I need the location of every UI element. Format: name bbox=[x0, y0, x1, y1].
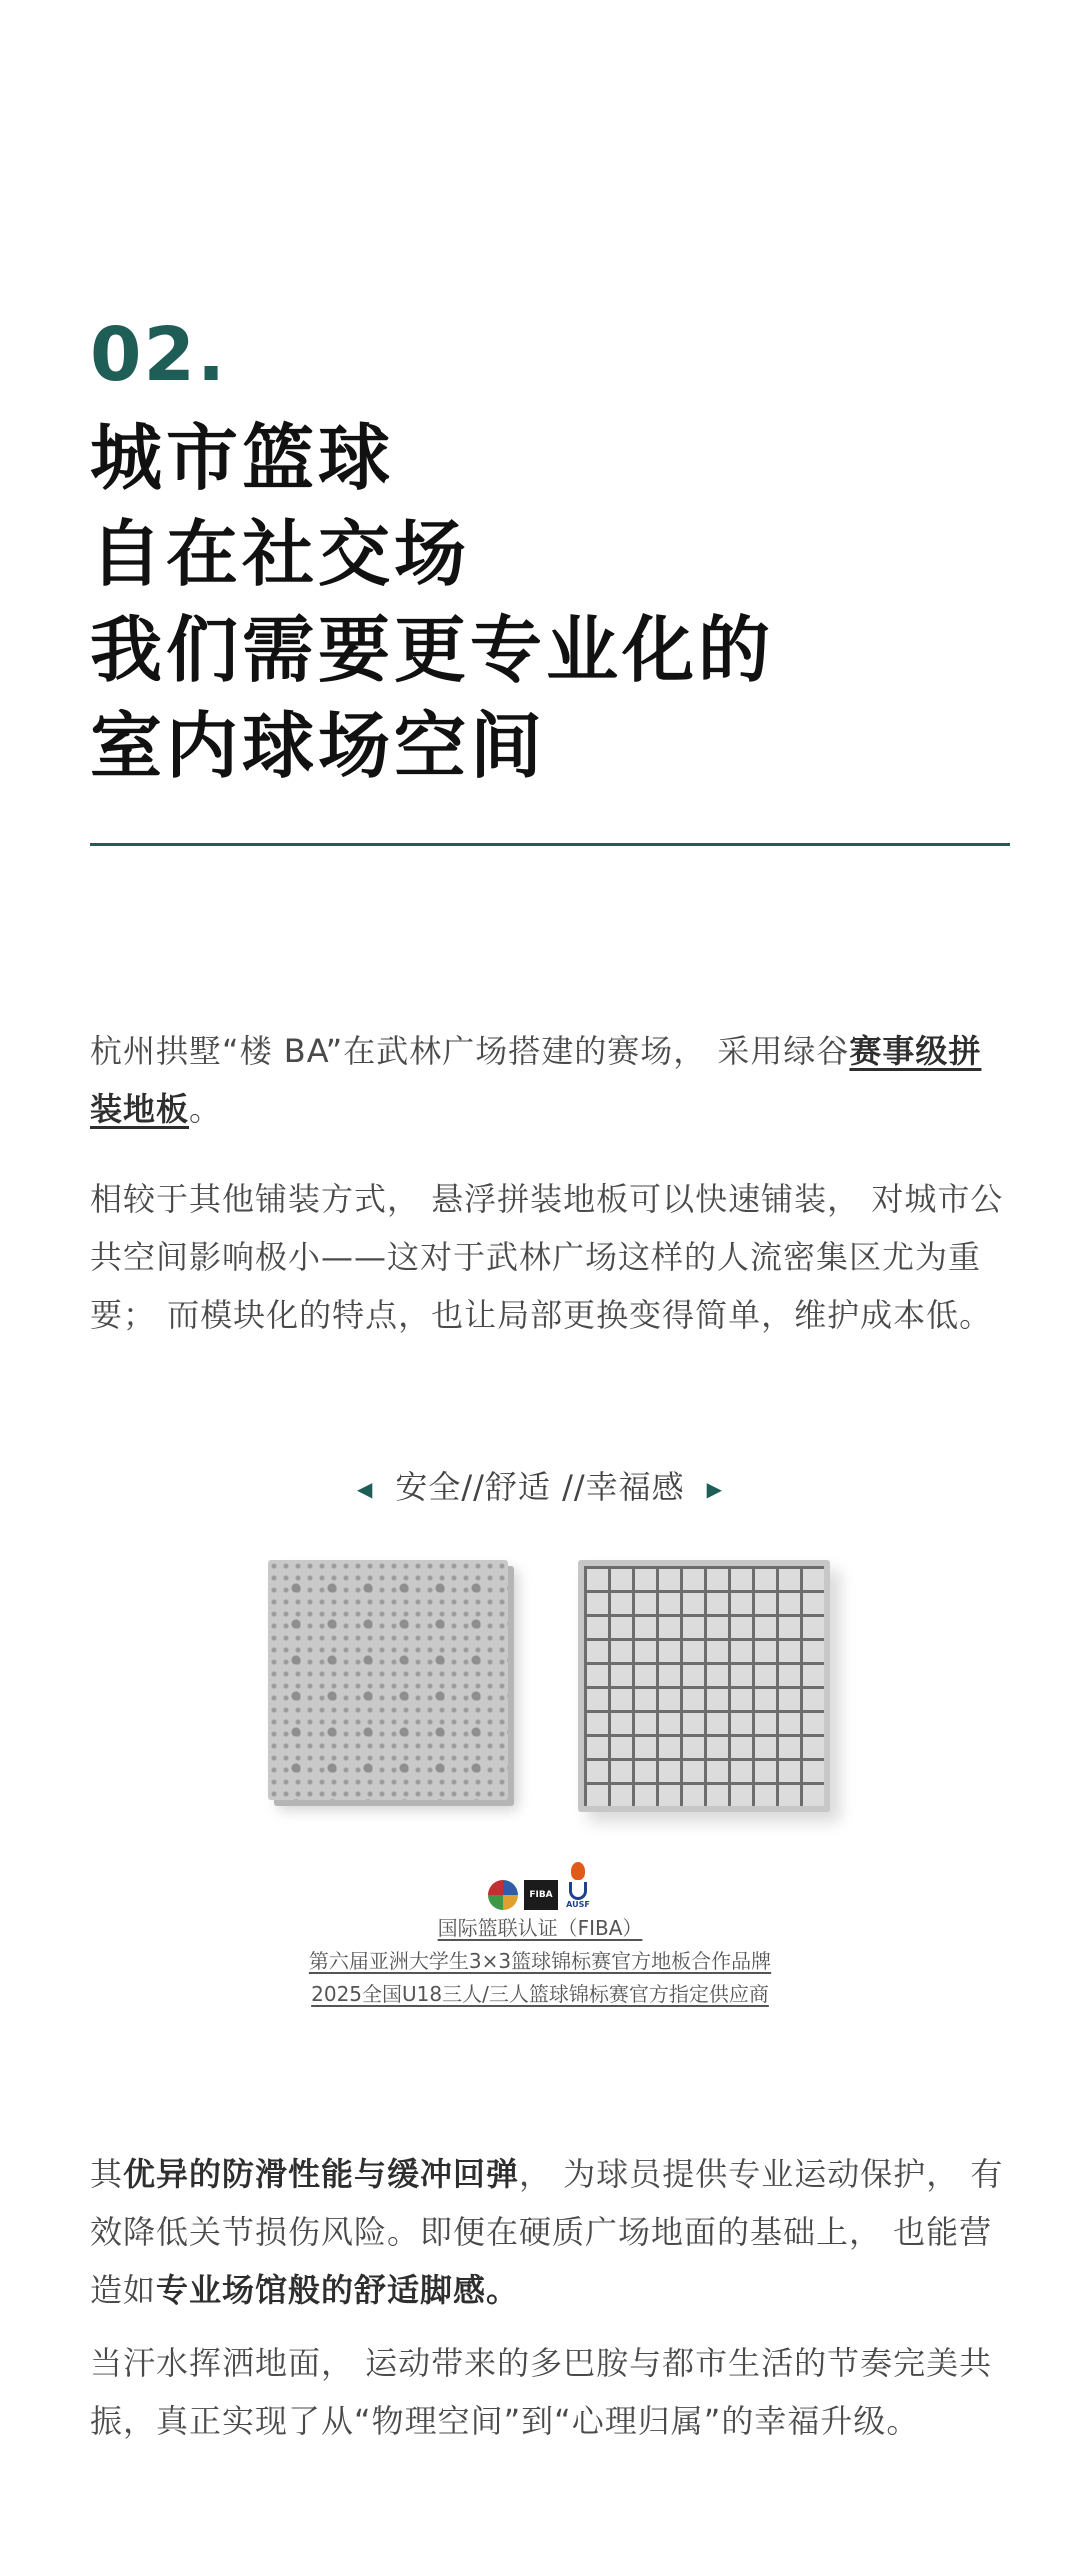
heading-line: 室内球场空间 bbox=[90, 704, 547, 788]
performance-text: 其 bbox=[90, 2155, 124, 2193]
comparison-paragraph: 相较于其他铺装方式， 悬浮拼装地板可以快速铺装， 对城市公共空间影响极小——这对于武林广场这样的人流密集区尤为重要； 而模块化的特点，也让局部更换变得简单，维护成本低。 bbox=[90, 1180, 1004, 1334]
caption-line: 第六届亚洲大学生3×3篮球锦标赛官方地板合作品牌 bbox=[308, 1949, 772, 1973]
product-link[interactable]: 赛事级拼装地板 bbox=[90, 1032, 982, 1128]
ausf-logo bbox=[566, 1862, 590, 1910]
tagline bbox=[0, 1462, 1080, 1508]
floor-tile-bottom-image bbox=[578, 1560, 830, 1812]
page-title bbox=[90, 410, 1010, 794]
torch-cup-icon bbox=[569, 1882, 587, 1900]
tagline-text: 安全//舒适 //幸福感 bbox=[395, 1468, 685, 1506]
performance-text: ， 为球员提供专业运动保护， 有效降低关节损伤风险。即便在硬质广场地面的基础上， 也能营造如 bbox=[90, 2155, 1004, 2309]
certification-caption bbox=[0, 1945, 1080, 1978]
floor-tile-top-image bbox=[268, 1560, 508, 1800]
performance-paragraph bbox=[90, 2145, 1010, 2319]
performance-highlight: 专业场馆般的舒适脚感。 bbox=[156, 2271, 520, 2309]
heading-line: 城市篮球 bbox=[90, 416, 395, 500]
certification-logos bbox=[488, 1862, 598, 1912]
closing-paragraph: 当汗水挥洒地面， 运动带来的多巴胺与都市生活的节奏完美共振，真正实现了从“物理空间”到“心理归属”的幸福升级。 bbox=[90, 2344, 993, 2440]
triangle-right-icon: ▶ bbox=[706, 1477, 724, 1501]
fiba-logo: FIBA bbox=[524, 1880, 558, 1910]
divider bbox=[90, 843, 1010, 846]
section-number: 02. bbox=[90, 312, 228, 398]
torch-flame-icon bbox=[571, 1862, 585, 1880]
certification-caption bbox=[0, 1978, 1080, 2011]
triangle-left-icon: ◀ bbox=[356, 1477, 374, 1501]
intro-paragraph bbox=[90, 1022, 1010, 1138]
heading-line: 自在社交场 bbox=[90, 512, 471, 596]
federation-emblem-icon bbox=[488, 1880, 518, 1910]
intro-text: 杭州拱墅“楼 BA”在武林广场搭建的赛场， 采用绿谷 bbox=[90, 1032, 850, 1070]
caption-line: 国际篮联认证（FIBA） bbox=[437, 1916, 643, 1940]
certification-caption bbox=[0, 1912, 1080, 1945]
ausf-logo-text: AUSF bbox=[566, 1900, 590, 1909]
intro-text-end: 。 bbox=[189, 1090, 223, 1128]
heading-line: 我们需要更专业化的 bbox=[90, 608, 775, 692]
caption-line: 2025全国U18三人/三人篮球锦标赛官方指定供应商 bbox=[311, 1982, 769, 2006]
performance-highlight: 优异的防滑性能与缓冲回弹 bbox=[123, 2155, 520, 2193]
